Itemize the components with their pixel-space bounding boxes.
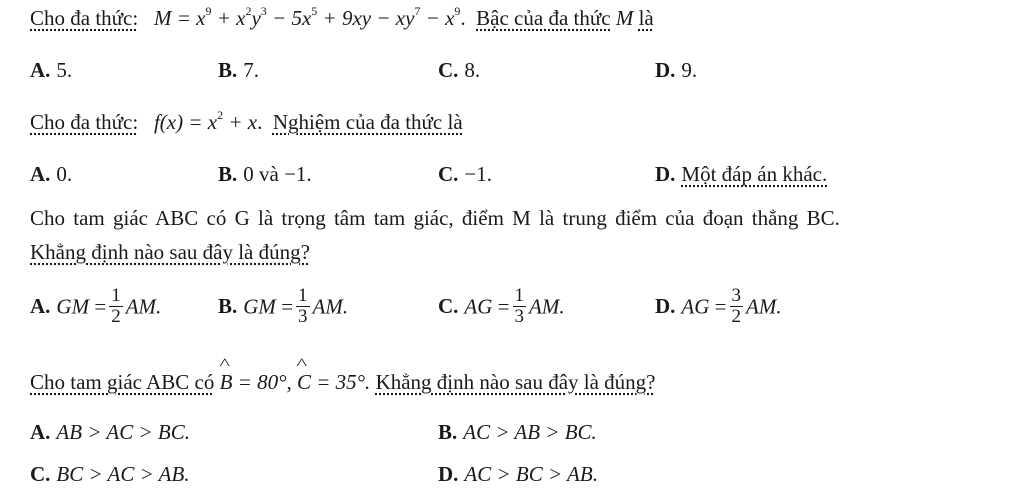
q3-option-c[interactable]: C. AG = $\frac{1}{3}$ AM. bbox=[438, 285, 565, 327]
q4-angle-c: ^ C = 35°. bbox=[297, 370, 370, 395]
q1-option-a[interactable]: A. 5. bbox=[30, 58, 73, 82]
question-4-stem bbox=[30, 370, 656, 395]
q4-prefix: Cho tam giác ABC có bbox=[30, 370, 215, 394]
q4-angle-b: ^ B = 80°, bbox=[220, 370, 292, 395]
q2-option-c[interactable]: C. −1. bbox=[438, 162, 493, 186]
q2-function: $f(x) = x^2 + x$ bbox=[143, 108, 258, 134]
q1-option-c[interactable]: C. 8. bbox=[438, 58, 481, 82]
q3-option-a[interactable]: A. GM = $\frac{1}{2}$ AM. bbox=[30, 285, 162, 327]
q4-option-c[interactable]: C. BC > AC > AB. bbox=[30, 462, 190, 486]
q1-polynomial: $M = x^9 + x^2y^3 - 5x^5 + 9xy - xy^7 - x^9$ bbox=[143, 4, 461, 30]
q1-prefix: Cho đa thức: bbox=[30, 6, 139, 30]
q4-suffix: Khẳng định nào sau đây là đúng? bbox=[375, 370, 656, 394]
q4-option-a[interactable]: A. AB > AC > BC. bbox=[30, 420, 190, 444]
question-2-stem: Cho đa thức: $f(x) = x^2 + x$. Nghiệm của đa thức là bbox=[30, 108, 463, 134]
q4-option-d[interactable]: D. AC > BC > AB. bbox=[438, 462, 598, 486]
q4-option-b[interactable]: B. AC > AB > BC. bbox=[438, 420, 597, 444]
q3-line-1: Cho tam giác ABC có G là trọng tâm tam giác, điểm M là trung điểm của đoạn thẳng BC. bbox=[30, 206, 840, 230]
q2-option-d[interactable]: D. Một đáp án khác. bbox=[655, 162, 828, 186]
q3-option-d[interactable]: D. AG = $\frac{3}{2}$ AM. bbox=[655, 285, 782, 327]
q2-suffix: Nghiệm của đa thức là bbox=[272, 110, 463, 134]
question-1-stem: Cho đa thức: $M = x^9 + x^2y^3 - 5x^5 + 9xy - xy^7 - x^9$. Bậc của đa thức M là bbox=[30, 4, 654, 30]
q1-var: M bbox=[615, 6, 634, 30]
q2-option-b[interactable]: B. 0 và −1. bbox=[218, 162, 312, 186]
q2-option-a[interactable]: A. 0. bbox=[30, 162, 73, 186]
q1-suffix: Bậc của đa thức bbox=[476, 6, 611, 30]
q1-end: là bbox=[638, 6, 654, 30]
q3-option-b[interactable]: B. GM = $\frac{1}{3}$ AM. bbox=[218, 285, 349, 327]
q1-option-d[interactable]: D. 9. bbox=[655, 58, 698, 82]
q1-option-b[interactable]: B. 7. bbox=[218, 58, 260, 82]
q3-line-2: Khẳng định nào sau đây là đúng? bbox=[30, 240, 310, 264]
q2-prefix: Cho đa thức: bbox=[30, 110, 139, 134]
